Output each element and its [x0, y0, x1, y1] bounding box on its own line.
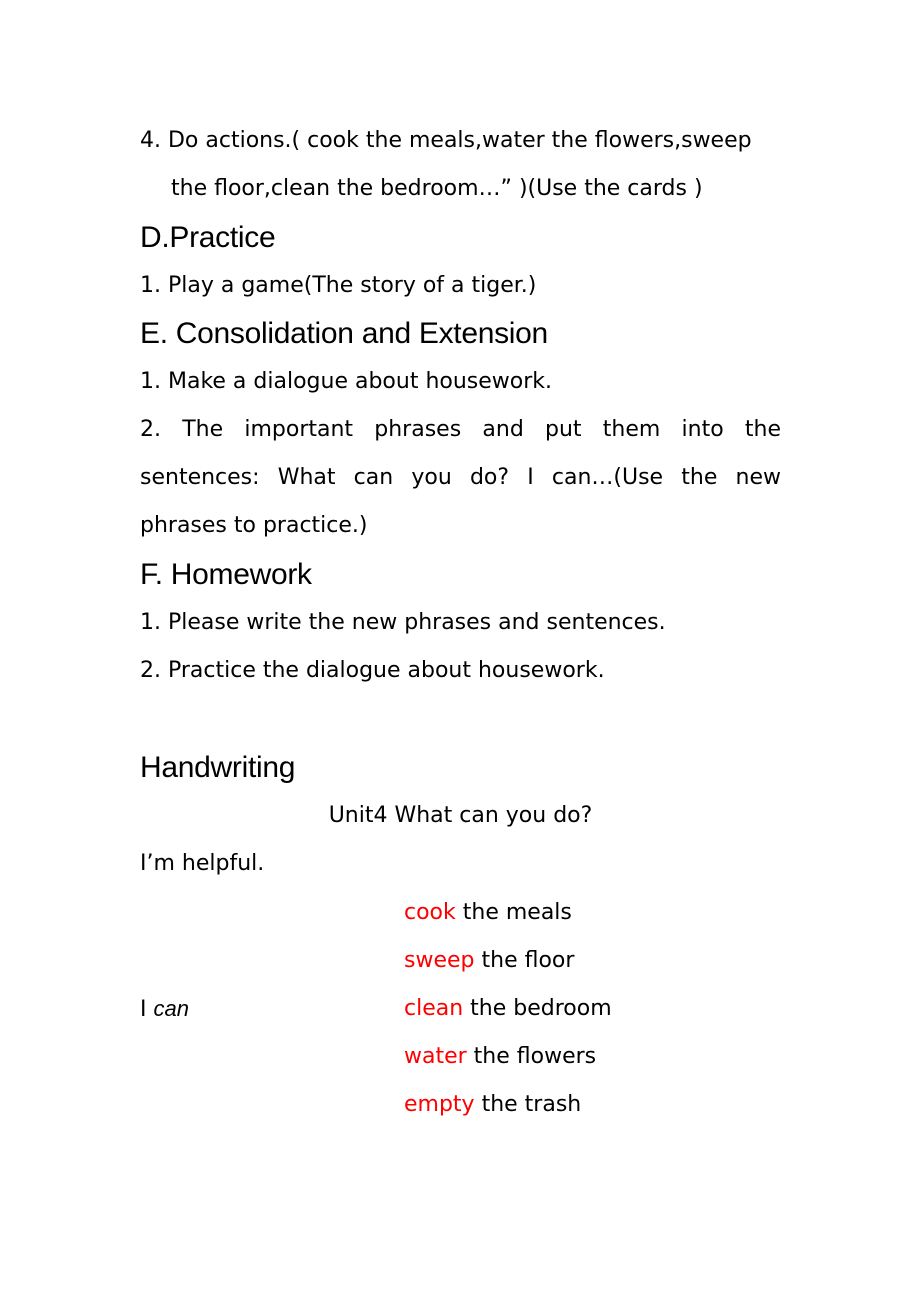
- phrase-verb: clean: [404, 996, 464, 1021]
- handwriting-title: Unit4 What can you do?: [328, 803, 593, 828]
- f-item-2: 2. Practice the dialogue about housework.: [140, 658, 605, 683]
- phrase-verb: empty: [404, 1092, 475, 1117]
- heading-consolidation: E. Consolidation and Extension: [140, 317, 548, 350]
- phrase-object: the flowers: [466, 1044, 597, 1069]
- phrase-object: the bedroom: [463, 996, 612, 1021]
- heading-handwriting: Handwriting: [140, 751, 296, 784]
- phrase-object: the trash: [474, 1092, 582, 1117]
- handwriting-subject-line: [140, 994, 189, 1025]
- modal-word: can: [153, 996, 189, 1021]
- e-item-2-line-1: 2. The important phrases and put them into the: [140, 417, 781, 442]
- phrase-empty: [404, 1090, 581, 1120]
- phrase-object: the meals: [455, 900, 572, 925]
- phrase-sweep: [404, 946, 574, 976]
- f-item-1: 1. Please write the new phrases and sentences.: [140, 610, 666, 635]
- phrase-verb: sweep: [404, 948, 475, 973]
- e-item-2-line-3: phrases to practice.): [140, 513, 368, 538]
- heading-practice: D.Practice: [140, 221, 276, 254]
- e-item-2-line-2: sentences: What can you do? I can…(Use the new: [140, 465, 781, 490]
- handwriting-intro: I’m helpful.: [140, 851, 265, 876]
- document-page: [140, 0, 781, 1302]
- d-item-1: 1. Play a game(The story of a tiger.): [140, 273, 537, 298]
- phrase-clean: [404, 994, 612, 1024]
- c-item-4-line-1: 4. Do actions.( cook the meals,water the flowers,sweep: [140, 128, 752, 153]
- phrase-cook: [404, 898, 572, 928]
- phrase-verb: cook: [404, 900, 456, 925]
- c-item-4-line-2: the floor,clean the bedroom…” )(Use the cards ): [171, 176, 703, 201]
- phrase-verb: water: [404, 1044, 467, 1069]
- phrase-water: [404, 1042, 596, 1072]
- e-item-1: 1. Make a dialogue about housework.: [140, 369, 553, 394]
- subject-word: I: [140, 997, 147, 1022]
- phrase-object: the floor: [474, 948, 575, 973]
- heading-homework: F. Homework: [140, 558, 312, 591]
